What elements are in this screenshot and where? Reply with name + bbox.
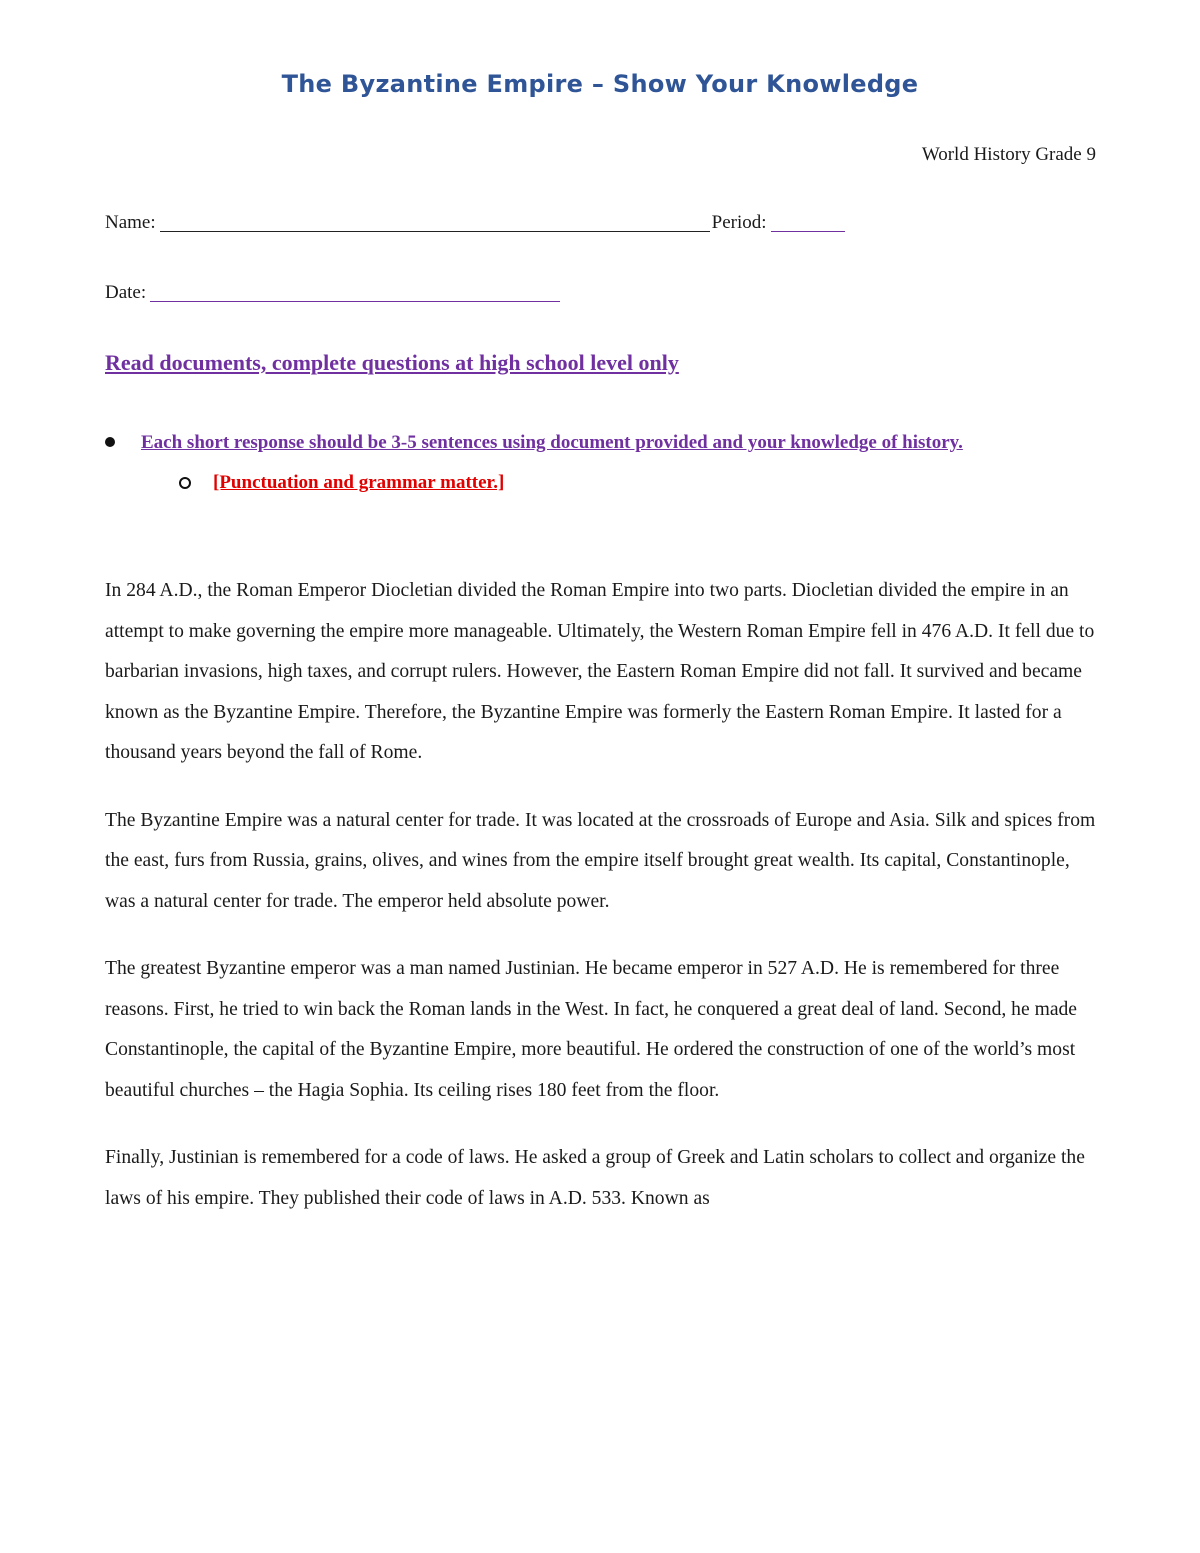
reading-passage: [105, 571, 1105, 1246]
class-label: World History Grade 9: [921, 144, 1096, 165]
paragraph: The greatest Byzantine emperor was a man named Justinian. He became emperor in 527 A.D. He is remembered for three reasons. First, he tried to win back the Roman lands in the West. In fact, he conquered a great deal of land. Second, he made Constantinople, the capital of the Byzantine Empire, more beautiful. He ordered the construction of one of the world’s most beautiful churches – the Hagia Sophia. Its ceiling rises 180 feet from the floor.: [105, 958, 1078, 1101]
document-title: The Byzantine Empire – Show Your Knowledge: [281, 70, 919, 98]
list-item: [105, 423, 1100, 463]
name-label: Name:: [105, 212, 156, 233]
paragraph: The Byzantine Empire was a natural center for trade. It was located at the crossroads of Europe and Asia. Silk and spices from the east, furs from Russia, grains, olives, and wines from the empire itself brought great wealth. Its capital, Constantinople, was a natural center for trade. The emperor held absolute power.: [105, 809, 1096, 912]
instructions-list: [105, 423, 1100, 503]
date-label: Date:: [105, 282, 147, 303]
response-length-instruction: Each short response should be 3-5 sentences using document provided and your knowledge of history.: [141, 432, 963, 453]
paragraph: Finally, Justinian is remembered for a code of laws. He asked a group of Greek and Latin scholars to collect and organize the laws of his empire. They published their code of laws in A.D. 533. Known as: [105, 1147, 1085, 1209]
bullet-icon: [105, 437, 115, 447]
paragraph: In 284 A.D., the Roman Emperor Diocletian divided the Roman Empire into two parts. Diocletian divided the empire in an attempt to make governing the empire more manageable. Ultimately, the Western Roman Empire fell in 476 A.D. It fell due to barbarian invasions, high taxes, and corrupt rulers. However, the Eastern Roman Empire did not fall. It survived and became known as the Byzantine Empire. Therefore, the Byzantine Empire was formerly the Eastern Roman Empire. It lasted for a thousand years beyond the fall of Rome.: [105, 580, 1095, 763]
date-blank-line[interactable]: [150, 282, 560, 302]
hollow-bullet-icon: [179, 477, 191, 489]
name-blank-line[interactable]: [160, 212, 710, 232]
period-blank-line[interactable]: [771, 212, 845, 232]
period-label: Period:: [711, 212, 767, 233]
date-row: [105, 282, 562, 304]
name-period-row: [105, 212, 847, 234]
instructions-heading: Read documents, complete questions at high school level only: [105, 350, 679, 375]
grammar-warning: [Punctuation and grammar matter.]: [213, 472, 505, 493]
list-item: [105, 463, 1100, 503]
